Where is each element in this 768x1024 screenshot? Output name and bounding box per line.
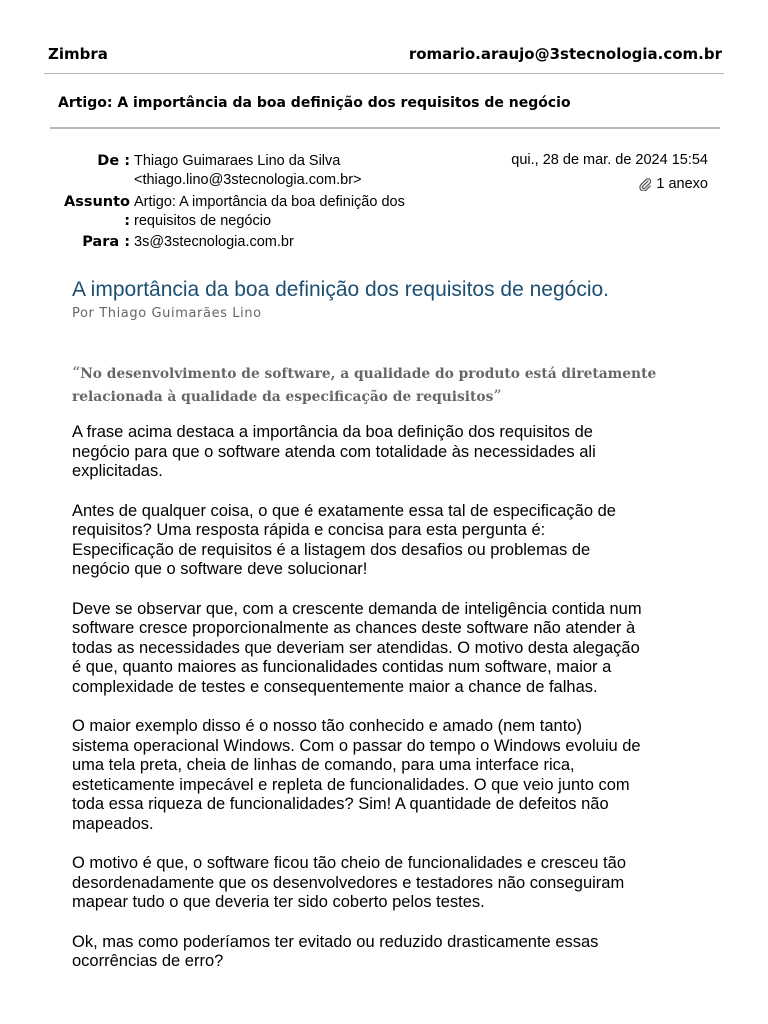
subject-line-1: Artigo: A importância da boa definição dos <box>134 194 405 210</box>
message-date: qui., 28 de mar. de 2024 15:54 <box>511 152 708 168</box>
paragraph-line: sistema operacional Windows. Com o passar do tempo o Windows evoluiu de <box>72 736 641 755</box>
article-paragraph <box>72 717 702 834</box>
user-email: romario.araujo@3stecnologia.com.br <box>408 45 722 63</box>
paragraph-line: desordenadamente que os desenvolvedores e testadores não conseguiram <box>72 873 625 892</box>
paragraph-line: O maior exemplo disso é o nosso tão conhecido e amado (nem tanto) <box>72 717 582 735</box>
article-paragraph <box>72 933 702 972</box>
to-label: Para : <box>82 234 130 250</box>
article-paragraph <box>72 600 702 698</box>
paragraph-line: complexidade de testes e consequentemente maior a chance de falhas. <box>72 677 598 696</box>
from-field <box>134 152 444 190</box>
paragraph-line: toda essa riqueza de funcionalidades? Sim! A quantidade de defeitos não <box>72 795 609 813</box>
paragraph-line: mapear tudo o que deveria ter sido coberto pelos testes. <box>72 893 485 911</box>
paragraph-line: A frase acima destaca a importância da boa definição dos requisitos de <box>72 423 593 441</box>
article-paragraph <box>72 854 702 913</box>
subject-line-2: requisitos de negócio <box>134 213 272 229</box>
paragraph-line: O motivo é que, o software ficou tão cheio de funcionalidades e cresceu tão <box>72 854 626 872</box>
paragraph-line: Ok, mas como poderíamos ter evitado ou reduzido drasticamente essas <box>72 932 599 951</box>
subject-divider <box>50 127 720 129</box>
to-value[interactable]: 3s@3stecnologia.com.br <box>134 234 294 250</box>
article-paragraph <box>72 423 702 482</box>
paperclip-icon <box>638 177 652 191</box>
quote-line-2: relacionada à qualidade da especificação de requisitos” <box>72 386 502 405</box>
subject-label: Assunto : <box>63 194 130 229</box>
top-bar <box>48 45 722 67</box>
article-byline: Por Thiago Guimarães Lino <box>72 306 262 321</box>
paragraph-line: mapeados. <box>72 814 154 833</box>
paragraph-line: todas as necessidades que deveriam ser atendidas. O motivo desta alegação <box>72 638 640 657</box>
paragraph-line: negócio que o software deve solucionar! <box>72 560 368 578</box>
paragraph-line: software cresce proporcionalmente as chances deste software não atender à <box>72 619 636 637</box>
quote-close-mark: ” <box>493 386 502 405</box>
article-title: A importância da boa definição dos requisitos de negócio. <box>72 278 610 301</box>
app-name: Zimbra <box>48 45 108 63</box>
message-subject-heading: Artigo: A importância da boa definição dos requisitos de negócio <box>58 95 571 111</box>
paragraph-line: esteticamente impecável e repleta de funcionalidades. O que veio junto com <box>72 775 630 794</box>
paragraph-line: Especificação de requisitos é a listagem dos desafios ou problemas de <box>72 540 591 559</box>
paragraph-line: negócio para que o software atenda com totalidade às necessidades ali <box>72 442 596 461</box>
from-email[interactable]: <thiago.lino@3stecnologia.com.br> <box>134 172 362 188</box>
paragraph-line: é que, quanto maiores as funcionalidades contidas num software, maior a <box>72 658 612 676</box>
from-label: De : <box>97 153 130 169</box>
paragraph-line: ocorrências de erro? <box>72 952 224 970</box>
top-divider <box>44 73 724 74</box>
paragraph-line: requisitos? Uma resposta rápida e concisa para esta pergunta é: <box>72 521 546 539</box>
attachments-link[interactable] <box>638 176 708 192</box>
subject-field <box>134 193 444 231</box>
paragraph-line: Deve se observar que, com a crescente demanda de inteligência contida num <box>72 599 642 618</box>
article-body <box>72 423 702 992</box>
from-name[interactable]: Thiago Guimaraes Lino da Silva <box>134 153 341 169</box>
paragraph-line: explicitadas. <box>72 462 163 480</box>
article-quote <box>72 362 672 408</box>
paragraph-line: uma tela preta, cheia de linhas de comando, para uma interface rica, <box>72 756 575 774</box>
quote-open-mark: “ <box>72 363 81 382</box>
attachments-count[interactable]: 1 anexo <box>656 176 708 192</box>
quote-line-1: “No desenvolvimento de software, a qualidade do produto está diretamente <box>72 363 657 382</box>
paragraph-line: Antes de qualquer coisa, o que é exatamente essa tal de especificação de <box>72 501 616 520</box>
article-paragraph <box>72 502 702 580</box>
